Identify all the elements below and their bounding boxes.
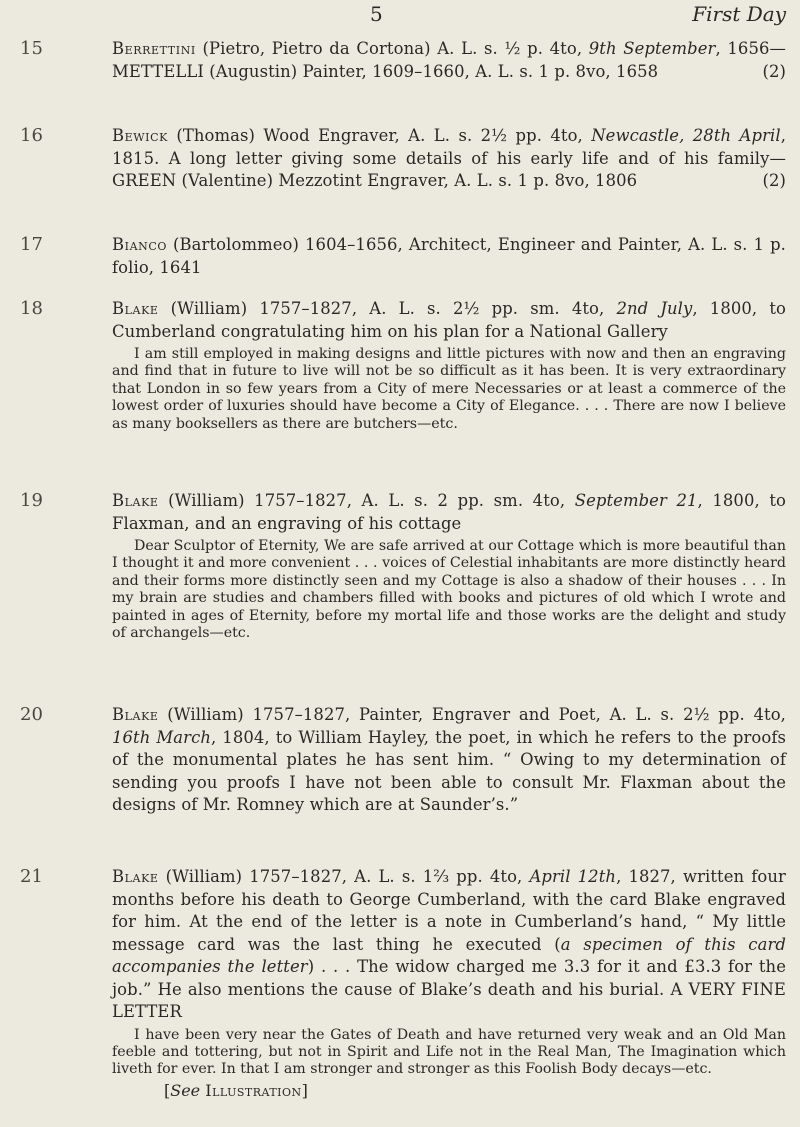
entry-text: (Thomas) Wood Engraver, A. L. s. 2½ pp. 4to, [167, 126, 592, 145]
lot-entry [112, 490, 786, 535]
entry-text: , 1800, to Cumberland congratulating him on his plan for a National Gallery [112, 299, 787, 341]
lot-number: 21 [20, 866, 43, 887]
entry-text: , 1827, written four months before his death to George Cumberland, with the card Blake engraved for him. At the end of the letter is a note in Cumberland’s hand, “ My little message card was the last thing he executed ( [112, 867, 786, 954]
lot-entry [112, 866, 786, 1024]
see-target: Illustration [205, 1080, 302, 1100]
bracket-close: ] [301, 1080, 308, 1100]
lot-price: (2) [762, 171, 786, 190]
entry-italic: a specimen of this card accompanies the letter [112, 934, 786, 976]
lot-description [112, 704, 786, 817]
lot-number: 19 [20, 490, 43, 511]
lot-number: 15 [20, 38, 43, 59]
entry-date: April 12th [529, 867, 617, 886]
entry-text: (Pietro, Pietro da Cortona) A. L. s. ½ p. 4to, [195, 39, 589, 58]
artist-name: Bewick [112, 126, 168, 145]
lot-entry [112, 38, 786, 83]
page-number: 5 [370, 2, 383, 26]
lot-description [112, 234, 786, 279]
lot-number: 18 [20, 298, 43, 319]
artist-name: Blake [112, 867, 159, 886]
letter-excerpt: I am still employed in making designs and little pictures with now and then an engraving and find that in future to live will not be so difficult as it has been. It is very extraordinary that London in so few years from a City of mere Necessaries or at least a commerce of the lowest order of luxuries should have become a City of Elegance. . . . There are now I believe as many booksellers as there are butchers—etc. [112, 346, 786, 432]
lot-description [112, 490, 786, 642]
lot-description [112, 38, 786, 83]
letter-excerpt: I have been very near the Gates of Death and have returned very weak and an Old Man feeble and tottering, but not in Spirit and Life not in the Real Man, The Imagination which liveth for ever. In that I am stronger and stronger as this Foolish Body decays—etc. [112, 1026, 786, 1078]
entry-date: 9th September [588, 39, 716, 58]
entry-text: , 1656—METTELLI (Augustin) Painter, 1609–1660, A. L. s. 1 p. 8vo, 1658 [112, 39, 786, 81]
page-header [0, 2, 800, 30]
entry-text: (Bartolommeo) 1604–1656, Architect, Engineer and Painter, A. L. s. 1 p. folio, 1641 [112, 235, 786, 277]
entry-text: (William) 1757–1827, A. L. s. 2 pp. sm. 4to, [158, 491, 575, 510]
entry-date: 16th March [112, 727, 212, 747]
see-word: See [170, 1080, 201, 1100]
entry-date: September 21 [574, 491, 698, 510]
artist-name: Berrettini [112, 39, 196, 58]
illustration-reference [112, 1081, 786, 1100]
entry-text: , 1815. A long letter giving some details of his early life and of his family—GREEN (Valentine) Mezzotint Engraver, A. L. s. 1 p. 8vo, 1806 [112, 126, 786, 190]
entry-text: , 1804, to William Hayley, the poet, in which he refers to the proofs of the monumental plates he has sent him. “ Owing to my determination of sending you proofs I have not been able to consult Mr. Flaxman about the designs of Mr. Romney which are at Saunder’s.” [112, 727, 787, 814]
entry-text: (William) 1757–1827, A. L. s. 1⅔ pp. 4to, [158, 867, 530, 886]
lot-entry [112, 298, 786, 343]
lot-number: 20 [20, 704, 43, 725]
entry-text: , 1800, to Flaxman, and an engraving of his cottage [112, 491, 786, 533]
lot-description [112, 298, 786, 433]
letter-excerpt: Dear Sculptor of Eternity, We are safe arrived at our Cottage which is more beautiful than I thought it and more convenient . . . voices of Celestial inhabitants are more distinctly heard and their forms more distinctly seen and my Cottage is also a shadow of their houses . . . In my brain are studies and chambers filled with books and pictures of old which I wrote and painted in ages of Eternity, before my mortal life and those works are the delight and study of archangels—etc. [112, 538, 786, 642]
lot-description [112, 125, 786, 193]
artist-name: Blake [112, 299, 159, 318]
artist-name: Blake [112, 491, 159, 510]
lot-entry [112, 704, 786, 817]
lot-entry [112, 125, 786, 193]
bracket-open: [ [164, 1080, 171, 1100]
entry-text: (William) 1757–1827, Painter, Engraver and Poet, A. L. s. 2½ pp. 4to, [158, 705, 786, 724]
artist-name: Bianco [112, 235, 167, 254]
lot-price: (2) [762, 61, 786, 81]
lot-number: 16 [20, 125, 43, 146]
entry-date: 2nd July [616, 299, 693, 318]
entry-text: (William) 1757–1827, A. L. s. 2½ pp. sm. 4to, [158, 299, 617, 318]
lot-number: 17 [20, 234, 43, 255]
lot-entry [112, 234, 786, 279]
entry-text: ) . . . The widow charged me 3.3 for it and £3.3 for the job.” He also mentions the cause of Blake’s death and his burial. A VERY FINE LETTER [112, 957, 786, 1021]
entry-date: Newcastle, 28th April [591, 126, 781, 145]
running-title: First Day [692, 2, 786, 26]
artist-name: Blake [112, 705, 159, 724]
lot-description [112, 866, 786, 1100]
